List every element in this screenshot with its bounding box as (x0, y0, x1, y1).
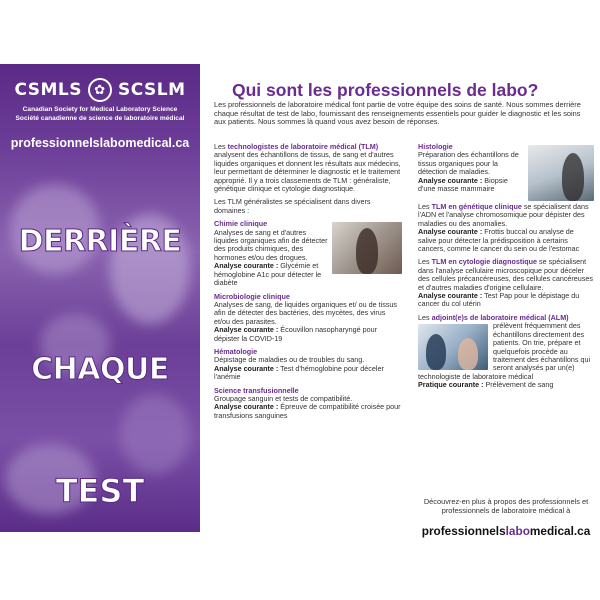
generalists-intro: Les TLM généralistes se spécialisent dans divers domaines : (214, 197, 371, 215)
genetique-analyse: Frottis buccal ou analyse de salive pour détecter la prédisposition à certains cancers, comme le cancer du sein ou de l'estomac (418, 227, 580, 254)
person-silhouette (426, 334, 446, 370)
person-silhouette (458, 338, 478, 370)
histology-photo (528, 145, 594, 201)
alm-prefix: Les (418, 312, 432, 322)
hemato-heading: Hématologie (214, 346, 258, 356)
page-title: Qui sont les professionnels de labo? (232, 80, 539, 100)
lab-technologist-photo (332, 222, 402, 274)
tlm-term: technologistes de laboratoire médical (TLM) (227, 142, 379, 151)
left-banner-panel (0, 64, 200, 532)
headline-word-3: TEST (55, 472, 145, 510)
content-column-right (418, 143, 594, 395)
alm-term: adjoint(e)s de laboratoire médical (ALM) (431, 312, 569, 322)
society-name-en: Canadian Society for Medical Laboratory Science (22, 106, 178, 113)
transfu-text: Groupage sanguin et tests de compatibilité. (214, 393, 353, 403)
hemato-section (214, 348, 402, 382)
headline-word-2: CHAQUE (31, 352, 169, 387)
hemato-analyse: Test d'hémoglobine pour déceler l'anémie (214, 363, 384, 382)
chimie-analyse-label: Analyse courante : (214, 261, 279, 271)
society-name-fr: Société canadienne de science de laboratoire médical (15, 115, 185, 122)
transfu-analyse-label: Analyse courante : (214, 402, 279, 412)
website-link[interactable]: professionnelslabomedical.ca (10, 136, 190, 150)
chimie-text: Analyses de sang et d'autres liquides organiques afin de détecter des produits chimiques, des hormones et/ou des drogues. (214, 227, 328, 262)
histo-section (418, 143, 594, 193)
micro-section (214, 293, 402, 343)
cyto-analyse: Test Pap pour le dépistage du cancer du col utérin (418, 291, 580, 309)
hemato-text: Dépistage de maladies ou de troubles du sang. (214, 355, 365, 365)
transfu-analyse: Épreuve de compatibilité croisée pour transfusions sanguines (214, 402, 401, 420)
person-silhouette (356, 228, 378, 274)
genetique-analyse-label: Analyse courante : (418, 227, 483, 237)
logo-right-text: SCSLM (118, 80, 186, 100)
chimie-heading: Chimie clinique (214, 219, 268, 229)
genetique-prefix: Les (418, 202, 432, 211)
csmls-logo (0, 78, 200, 102)
alm-pratique-label: Pratique courante : (418, 380, 484, 390)
transfu-heading: Science transfusionnelle (214, 385, 299, 395)
cyto-section (418, 258, 594, 308)
website-link-footer[interactable] (418, 524, 594, 538)
headline-word-1: DERRIÈRE (18, 224, 182, 259)
micro-text: Analyses de sang, de liquides organiques et/ ou de tissus afin de détecter des bactéries, des mycètes, des virus et/ou des parasites. (214, 299, 398, 326)
content-column-left (214, 143, 402, 425)
histo-analyse-label: Analyse courante : (418, 175, 483, 185)
micro-heading: Microbiologie clinique (214, 291, 290, 301)
site-part-2: labo (505, 524, 530, 538)
histo-analyse: Biopsie d'une masse mammaire (418, 175, 508, 194)
cyto-term: TLM en cytologie diagnostique (431, 257, 538, 267)
tlm-section (214, 143, 402, 193)
cyto-prefix: Les (418, 257, 432, 267)
cyto-text: se spécialisent dans l'analyse cellulaire microscopique pour déceler des cellules précancéreuses, des cellules cancéreuses et d'autres maladies d'origine cellulaire. (418, 257, 593, 292)
micro-analyse: Écouvillon nasopharyngé pour dépister la COVID-19 (214, 325, 378, 343)
person-silhouette (562, 153, 584, 201)
transfu-section (214, 387, 402, 421)
tlm-prefix: Les (214, 142, 228, 151)
maple-leaf-icon: ✿ (88, 78, 112, 102)
chimie-section (214, 220, 402, 287)
photo-backdrop (120, 394, 190, 474)
alm-section (418, 314, 594, 390)
logo-left-text: CSMLS (14, 80, 82, 100)
call-to-action: Découvrez-en plus à propos des professionnels et professionnels de laboratoire médical à (423, 497, 589, 515)
cyto-analyse-label: Analyse courante : (418, 291, 483, 301)
intro-paragraph: Les professionnels de laboratoire médical font partie de votre équipe des soins de santé. Nous sommes derrière chaque résultat de test de labo, fournissant des renseignements essentiels pour guider le diagnostic et les soins aux patients. Nous sommes là quand vous avez besoin de réponses. (214, 100, 581, 127)
hemato-analyse-label: Analyse courante : (214, 363, 279, 373)
genetique-term: TLM en génétique clinique (431, 202, 522, 211)
site-part-3: medical.ca (529, 524, 591, 538)
blood-draw-photo (418, 324, 488, 370)
genetique-text: se spécialisent dans l'ADN et l'analyse chromosomique pour dépister des maladies ou des anomalies. (418, 202, 589, 228)
histo-heading: Histologie (418, 142, 453, 151)
micro-analyse-label: Analyse courante : (214, 325, 279, 335)
site-part-1: professionnels (421, 524, 506, 538)
tlm-text: analysent des échantillons de tissus, de sang et d'autres liquides organiques et donnent les résultats aux médecins, leur permettant de déterminer le diagnostic et le traitement approprié. Il y a trois classements de TLM : généraliste, génétique clinique et cytologie diagnostique. (214, 150, 401, 194)
alm-pratique: Prélèvement de sang (483, 380, 554, 390)
chimie-analyse: Glycémie et hémoglobine A1c pour détecter le diabète (214, 261, 322, 288)
histo-text: Préparation des échantillons de tissus organiques pour la détection de maladies. (418, 150, 519, 177)
genetique-section (418, 203, 594, 253)
alm-text: prélèvent fréquemment des échantillons directement des patients. On trie, prépare et quelquefois procède au traitement des échantillons qui seront analysés par un(e) technologiste de laboratoire médical (418, 321, 591, 381)
